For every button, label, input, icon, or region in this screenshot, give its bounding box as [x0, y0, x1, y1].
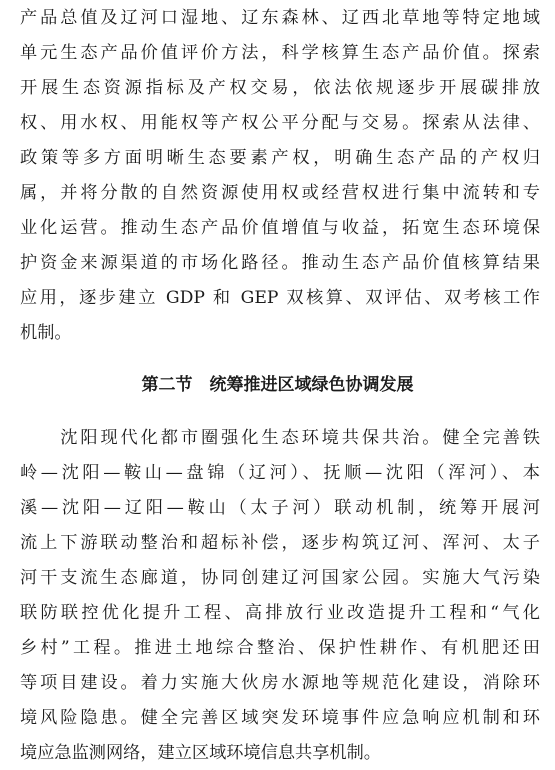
paragraph-line: 政策等多方面明晰生态要素产权，明确生态产品的产权归: [20, 148, 540, 168]
paragraph-line: 产品总值及辽河口湿地、辽东森林、辽西北草地等特定地域: [20, 8, 540, 28]
paragraph-line: 业化运营。推动生态产品价值增值与收益，拓宽生态环境保: [20, 218, 540, 238]
paragraph-line: 沈阳现代化都市圈强化生态环境共保共治。健全完善铁: [20, 428, 540, 448]
paragraph-line: 河干支流生态廊道，协同创建辽河国家公园。实施大气污染: [20, 568, 540, 588]
paragraph-line: 单元生态产品价值评价方法，科学核算生态产品价值。探索: [20, 43, 540, 63]
paragraph-line: 护资金来源渠道的市场化路径。推动生态产品价值核算结果: [20, 253, 540, 273]
paragraph-line: 应用，逐步建立 GDP 和 GEP 双核算、双评估、双考核工作: [20, 288, 540, 308]
paragraph-line: 属，并将分散的自然资源使用权或经营权进行集中流转和专: [20, 183, 540, 203]
paragraph-line: 境风险隐患。健全完善区域突发环境事件应急响应机制和环: [20, 708, 540, 728]
paragraph-line: 岭—沈阳—鞍山—盘锦（辽河）、抚顺—沈阳（浑河）、本: [20, 463, 540, 483]
paragraph-line: 权、用水权、用能权等产权公平分配与交易。探索从法律、: [20, 113, 540, 133]
paragraph-line: 开展生态资源指标及产权交易，依法依规逐步开展碳排放: [20, 78, 540, 98]
paragraph-line: 流上下游联动整治和超标补偿，逐步构筑辽河、浑河、太子: [20, 533, 540, 553]
paragraph-line: 乡村”工程。推进土地综合整治、保护性耕作、有机肥还田: [20, 638, 540, 658]
paragraph-line: 境应急监测网络，建立区域环境信息共享机制。: [20, 743, 381, 763]
paragraph-line: 联防联控优化提升工程、高排放行业改造提升工程和“气化: [20, 603, 540, 623]
paragraph-line: 等项目建设。着力实施大伙房水源地等规范化建设，消除环: [20, 673, 540, 693]
section-heading: 第二节 统筹推进区域绿色协调发展: [141, 375, 414, 395]
paragraph-line: 机制。: [20, 323, 72, 343]
paragraph-line: 溪—沈阳—辽阳—鞍山（太子河）联动机制，统筹开展河: [20, 498, 540, 518]
